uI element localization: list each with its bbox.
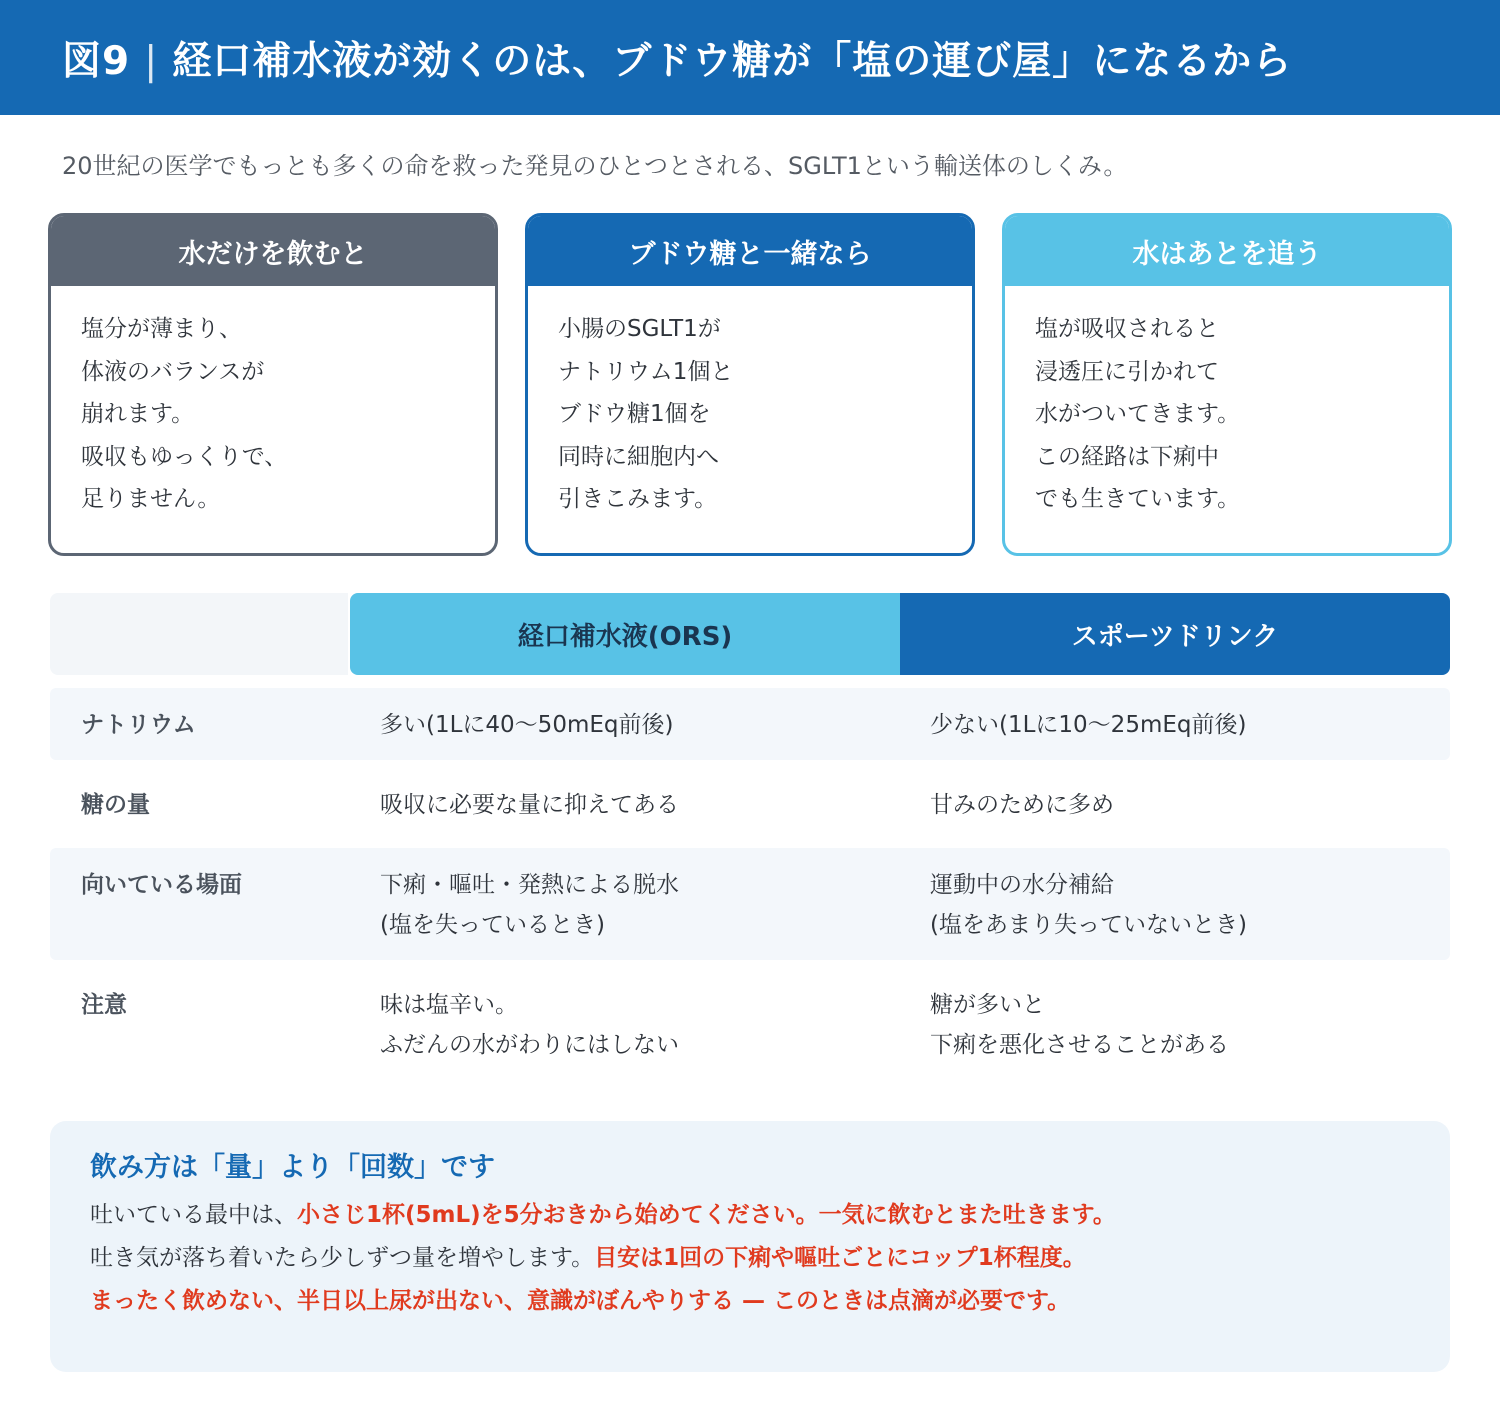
card-water-only	[48, 213, 498, 556]
sports-cell: 糖が多いと	[930, 992, 1045, 1018]
table-row-sugar	[50, 768, 1450, 840]
card-line: 塩が吸収されると	[1035, 316, 1219, 342]
tips-text: 吐いている最中は、	[90, 1202, 297, 1228]
table-header-sports-drink: スポーツドリンク	[900, 593, 1450, 675]
ors-cell: 吸収に必要な量に抑えてある	[380, 792, 679, 818]
card-line: 崩れます。	[81, 401, 195, 427]
card-body	[1005, 286, 1449, 521]
card-with-glucose	[525, 213, 975, 556]
ors-cell: 下痢・嘔吐・発熱による脱水	[380, 872, 679, 898]
figure-number: 図9	[62, 38, 131, 84]
card-line: ブドウ糖1個を	[558, 401, 711, 427]
card-line: 引きこみます。	[558, 486, 718, 512]
card-line: 吸収もゆっくりで、	[81, 443, 288, 470]
card-line: 浸透圧に引かれて	[1035, 358, 1219, 385]
tips-line	[90, 1194, 1450, 1237]
card-line: でも生きています。	[1035, 486, 1241, 512]
tips-line	[90, 1237, 1450, 1280]
figure-title	[62, 30, 1292, 86]
figure-header	[0, 0, 1500, 115]
card-line: この経路は下痢中	[1035, 443, 1219, 470]
row-label: 注意	[81, 992, 127, 1018]
table-row-caution	[50, 968, 1450, 1080]
figure-title-text: 経口補水液が効くのは、ブドウ糖が「塩の運び屋」になるから	[172, 38, 1293, 84]
card-line: 体液のバランスが	[81, 358, 265, 385]
figure-subtitle: 20世紀の医学でもっとも多くの命を救った発見のひとつとされる、SGLT1という輸送体のしくみ。	[62, 152, 1128, 180]
sports-cell: (塩をあまり失っていないとき)	[930, 912, 1247, 938]
card-title: ブドウ糖と一緒なら	[528, 216, 972, 286]
sports-cell: 下痢を悪化させることがある	[930, 1032, 1229, 1058]
table-row-use-case	[50, 848, 1450, 960]
card-title: 水はあとを追う	[1005, 216, 1449, 286]
ors-cell: 味は塩辛い。	[380, 992, 518, 1018]
tips-highlight: 目安は1回の下痢や嘔吐ごとにコップ1杯程度。	[594, 1245, 1086, 1271]
row-label: 向いている場面	[81, 872, 242, 898]
tips-warning: まったく飲めない、半日以上尿が出ない、意識がぼんやりする — このときは点滴が必要です。	[90, 1288, 1071, 1314]
tips-highlight: 小さじ1杯(5mL)を5分おきから始めてください。一気に飲むとまた吐きます。	[297, 1202, 1116, 1228]
card-title: 水だけを飲むと	[51, 216, 495, 286]
table-row-sodium	[50, 688, 1450, 760]
tips-line	[90, 1280, 1450, 1323]
sports-cell: 甘みのために多め	[930, 792, 1114, 818]
ors-cell: 多い(1Lに40〜50mEq前後)	[380, 712, 674, 738]
card-line: 同時に細胞内へ	[558, 443, 719, 470]
tips-text: 吐き気が落ち着いたら少しずつ量を増やします。	[90, 1245, 595, 1271]
sports-cell: 少ない(1Lに10〜25mEq前後)	[930, 712, 1247, 738]
ors-cell: ふだんの水がわりにはしない	[380, 1032, 679, 1058]
table-header-ors: 経口補水液(ORS)	[350, 593, 900, 675]
card-line: 水がついてきます。	[1035, 401, 1241, 427]
card-line: 塩分が薄まり、	[81, 316, 242, 342]
sports-cell: 運動中の水分補給	[930, 872, 1114, 898]
card-line: 小腸のSGLT1が	[558, 316, 721, 342]
card-line: ナトリウム1個と	[558, 358, 734, 385]
ors-cell: (塩を失っているとき)	[380, 912, 605, 938]
table-header-empty	[50, 593, 348, 675]
row-label: ナトリウム	[81, 712, 196, 738]
card-water-follows	[1002, 213, 1452, 556]
row-label: 糖の量	[81, 792, 150, 818]
title-separator: |	[144, 38, 159, 84]
drinking-tips-box	[50, 1121, 1450, 1372]
card-body	[51, 286, 495, 521]
card-body	[528, 286, 972, 521]
tips-title: 飲み方は「量」より「回数」です	[90, 1152, 495, 1183]
card-line: 足りません。	[81, 486, 221, 512]
